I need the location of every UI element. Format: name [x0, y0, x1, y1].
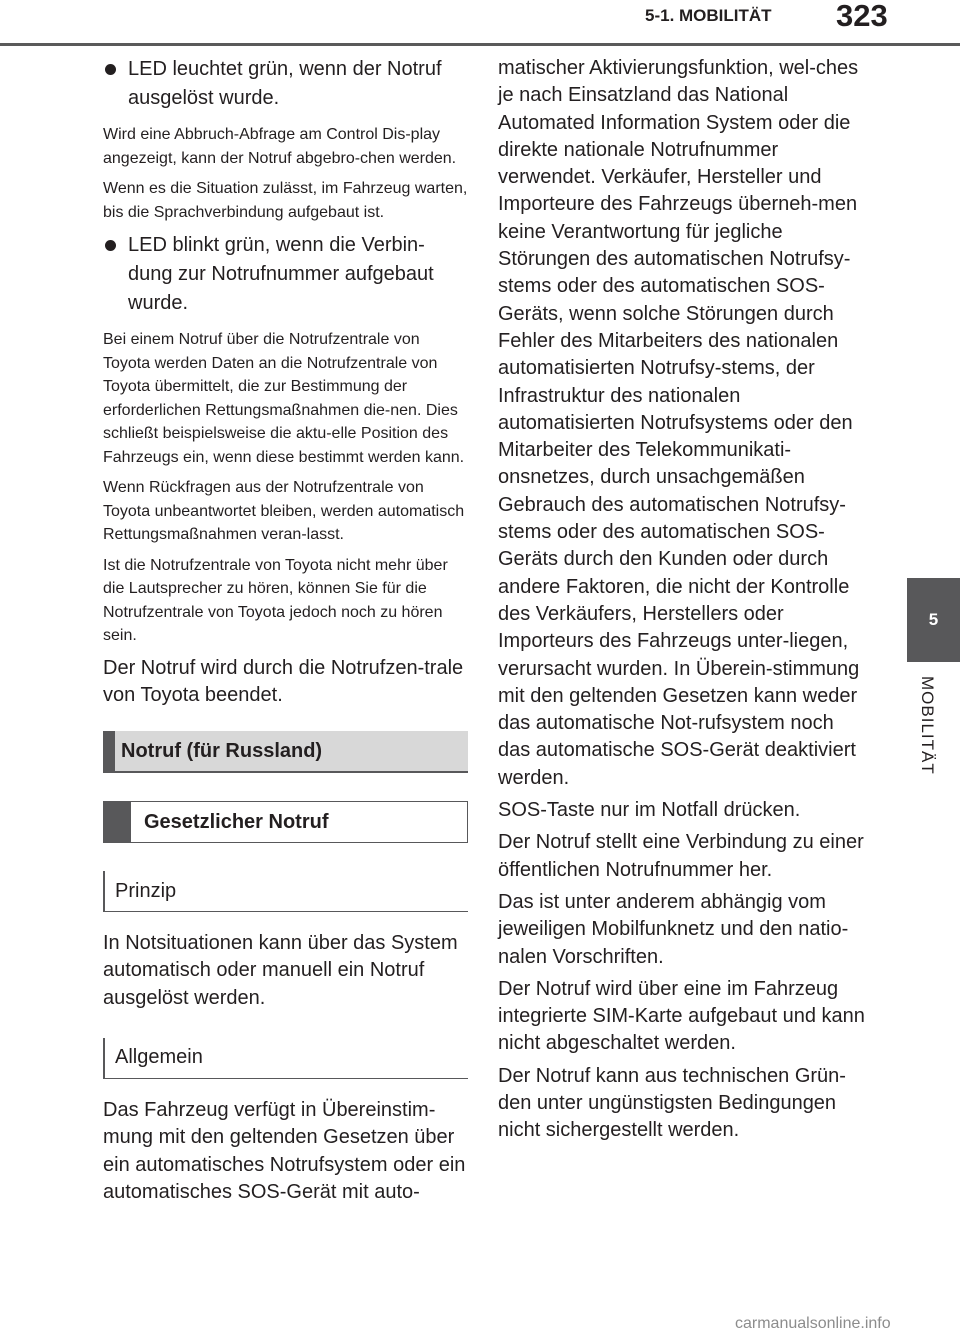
heading-emergency-russia	[103, 731, 468, 773]
chapter-tab: 5	[907, 578, 960, 662]
para-connection: Der Notruf stellt eine Verbindung zu einer öffentlichen Notrufnummer her.	[498, 831, 864, 881]
note-data-transfer: Bei einem Notruf über die Notrufzentrale von Toyota werden Daten an die Notrufzentrale von Toyota übermittelt, die zur Bestimmung der erforderlichen Rettungsmaßnahmen die-nen. Dies schließt beispielsweise die aktu-elle Position des Fahrzeugs ein, wenn diese bestimmt werden kann.	[103, 331, 465, 466]
right-column	[498, 55, 868, 1150]
note-no-answer: Wenn Rückfragen aus der Notrufzentrale von Toyota unbeantwortet bleiben, werden automatisch Rettungsmaßnahmen veran-lasst.	[103, 479, 465, 543]
para-network: Das ist unter anderem abhängig vom jeweiligen Mobilfunknetz und den natio-nalen Vorschriften.	[498, 890, 849, 968]
bullet-led-green: LED leuchtet grün, wenn der Notruf ausgelöst wurde.	[103, 55, 468, 113]
heading-bar	[104, 802, 131, 842]
heading-general	[103, 1038, 468, 1079]
heading-legal-emergency-text: Gesetzlicher Notruf	[144, 810, 329, 833]
para-sos-button: SOS-Taste nur im Notfall drücken.	[498, 799, 801, 822]
header-rule	[0, 43, 960, 46]
para-general: Das Fahrzeug verfügt in Übereinstim-mung mit den geltenden Gesetzen über ein automatisches Notrufsystem oder ein automatisches SOS-Gerät mit auto-	[103, 1098, 466, 1203]
para-not-guaranteed: Der Notruf kann aus technischen Grün-den unter ungünstigsten Bedingungen nicht sichergestellt werden.	[498, 1064, 846, 1142]
note-cancel: Wird eine Abbruch-Abfrage am Control Dis-play angezeigt, kann der Notruf abgebro-chen werden.	[103, 126, 457, 167]
chapter-label: MOBILITÄT	[918, 676, 937, 775]
heading-principle-text: Prinzip	[115, 879, 177, 902]
note-wait: Wenn es die Situation zulässt, im Fahrzeug warten, bis die Sprachverbindung aufgebaut ist.	[103, 180, 468, 221]
para-sim-card: Der Notruf wird über eine im Fahrzeug integrierte SIM-Karte aufgebaut und kann nicht abgeschaltet werden.	[498, 977, 865, 1055]
para-call-end: Der Notruf wird durch die Notrufzen-trale von Toyota beendet.	[103, 656, 464, 706]
section-title: 5-1. MOBILITÄT	[645, 6, 772, 25]
para-principle: In Notsituationen kann über das System automatisch oder manuell ein Notruf ausgelöst werden.	[103, 932, 458, 1009]
heading-bar	[103, 731, 115, 771]
note-speaker: Ist die Notrufzentrale von Toyota nicht mehr über die Lautsprecher zu hören, können Sie für die Notrufzentrale von Toyota jedoch noch zu hören sein.	[103, 556, 448, 644]
watermark: carmanualsonline.info	[735, 1315, 891, 1332]
heading-general-text: Allgemein	[115, 1046, 203, 1069]
para-disclaimer: matischer Aktivierungsfunktion, wel-ches je nach Einsatzland das National Automated Information System oder die direkte nationale Notrufnummer verwendet. Verkäufer, Hersteller und Importeure des Fahrzeugs überneh-men keine Verantwortung für jegliche Störungen des automatischen Notrufsy-stems oder des automatischen SOS-Geräts, wenn solche Störungen durch Fehler des Mitarbeiters des nationalen automatisierten Notrufsy-stems, der Infrastruktur des nationalen automatisierten Notrufsystems oder den Mitarbeiter des Telekommunikati-onsnetzes, durch unsachgemäßen Gebrauch des automatischen Notrufsy-stems oder des automatischen SOS-Geräts durch den Kunden oder durch andere Faktoren, die nicht der Kontrolle des Verkäufers, Herstellers oder Importeurs des Fahrzeugs unter-liegen, verursacht wurden. In Überein-stimmung mit den geltenden Gesetzen kann weder das automatische Not-rufsystem noch das automatische SOS-Gerät deaktiviert werden.	[498, 57, 860, 789]
heading-emergency-russia-text: Notruf (für Russland)	[121, 739, 323, 762]
bullet-led-blink: LED blinkt grün, wenn die Verbin-dung zur Notrufnummer aufgebaut wurde.	[103, 231, 468, 318]
left-column	[103, 55, 468, 1211]
page-number: 323	[836, 0, 888, 33]
heading-legal-emergency	[103, 801, 468, 843]
heading-principle	[103, 871, 468, 912]
